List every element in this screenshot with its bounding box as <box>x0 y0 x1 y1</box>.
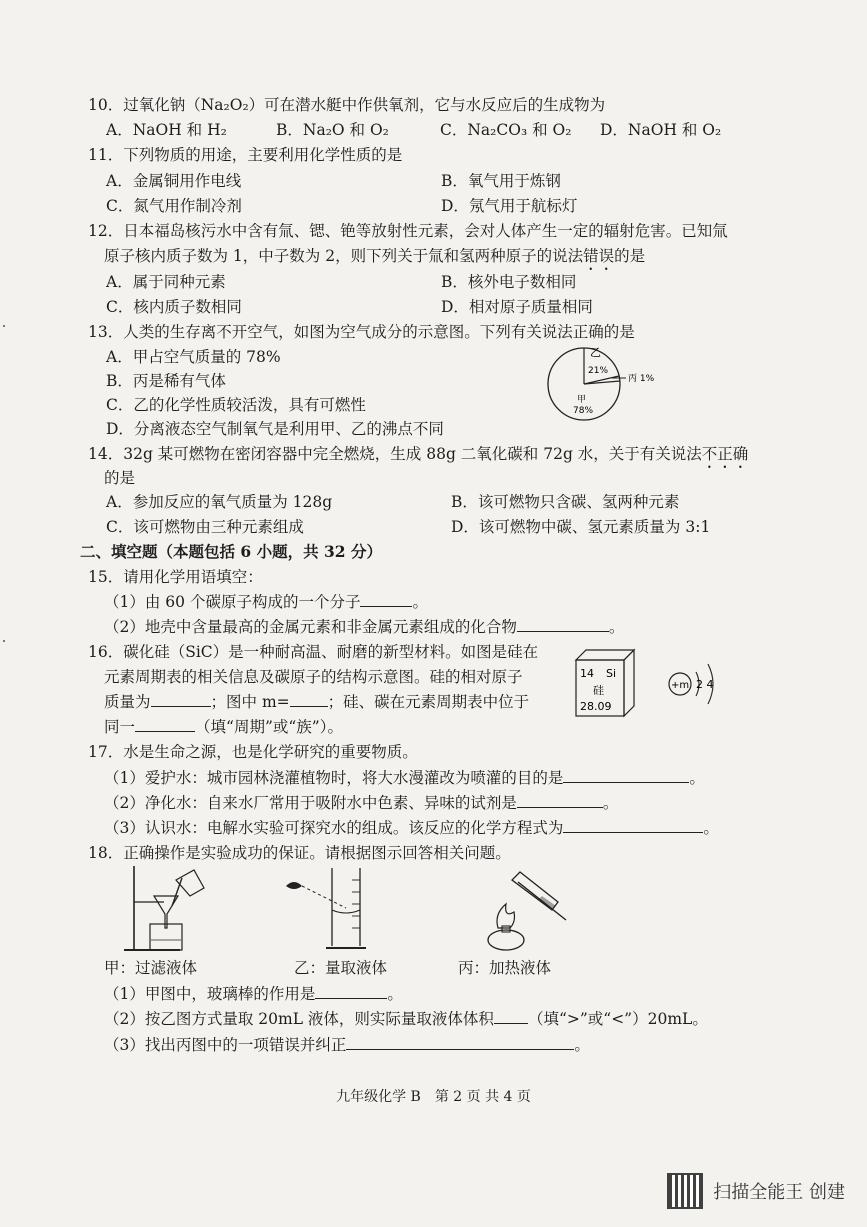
q17-stem: 17．水是生命之源，也是化学研究的重要物质。 <box>88 743 418 761</box>
q12-stem-line1: 12．日本福岛核污水中含有氚、锶、铯等放射性元素，会对人体产生一定的辐射危害。已知氚 <box>88 222 728 240</box>
q16-blank-group[interactable] <box>135 716 195 732</box>
q14-option-c: C．该可燃物由三种元素组成 <box>106 518 304 536</box>
q17-part3: （3）认识水：电解水实验可探究水的组成。该反应的化学方程式为 。 <box>104 819 719 837</box>
cell-atomic-number: 14 <box>580 667 594 680</box>
qr-code-icon <box>667 1173 703 1209</box>
shell-electrons: 2 4 <box>696 678 714 691</box>
q10-stem: 10．过氧化钠（Na₂O₂）可在潜水艇中作供氧剂，它与水反应后的生成物为 <box>88 96 606 114</box>
q18-caption-bing: 丙：加热液体 <box>458 959 552 977</box>
q10-option-b: B．Na₂O 和 O₂ <box>276 121 389 139</box>
q14-emphasis: 不正确 <box>701 445 749 463</box>
q16-line3: 质量为 ；图中 m= ；硅、碳在元素周期表中位于 <box>104 693 530 711</box>
margin-dot <box>3 640 5 642</box>
nucleus-charge: +m <box>671 680 690 691</box>
cell-symbol: Si <box>606 667 617 680</box>
q16-line4: 同一 （填“周期”或“族”）。 <box>104 718 343 736</box>
q18-stem: 18．正确操作是实验成功的保证。请根据图示回答相关问题。 <box>88 844 511 862</box>
cell-name: 硅 <box>593 684 604 697</box>
q15-part2: （2）地壳中含量最高的金属元素和非金属元素组成的化合物 。 <box>104 618 625 636</box>
margin-dot <box>3 325 5 327</box>
q14-option-a: A．参加反应的氧气质量为 128g <box>106 493 333 511</box>
pie-label-yi: 乙 <box>590 346 601 359</box>
q18-caption-jia: 甲：过滤液体 <box>104 959 198 977</box>
q14-stem-line2: 的是 <box>104 469 136 487</box>
q13-option-d: D．分离液态空气制氧气是利用甲、乙的沸点不同 <box>106 420 444 438</box>
q10-option-a: A．NaOH 和 H₂ <box>106 121 227 139</box>
q13-option-a: A．甲占空气质量的 78% <box>106 348 281 366</box>
q11-option-b: B．氧气用于炼钢 <box>441 172 561 190</box>
q18-blank-3[interactable] <box>346 1034 574 1050</box>
cell-side-face <box>624 650 634 716</box>
q14-option-d: D．该可燃物中碳、氢元素质量为 3:1 <box>451 518 711 536</box>
q14-stem-line1: 14．32g 某可燃物在密闭容器中完全燃烧，生成 88g 二氧化碳和 72g 水，关于有关说法不正确 <box>88 445 749 463</box>
air-composition-pie <box>540 340 680 430</box>
heating-liquid-diagram <box>476 862 586 954</box>
q17-blank-1[interactable] <box>563 767 689 783</box>
pie-label-bing: 丙 1% <box>628 374 655 384</box>
q12-option-a: A．属于同种元素 <box>106 273 226 291</box>
q18-blank-1[interactable] <box>315 983 387 999</box>
q12-option-b: B．核外电子数相同 <box>441 273 577 291</box>
flame <box>497 904 515 928</box>
q13-option-b: B．丙是稀有气体 <box>106 372 226 390</box>
q15-blank-1[interactable] <box>360 591 412 607</box>
q16-blank-m[interactable] <box>290 691 328 707</box>
eye-icon <box>286 882 302 889</box>
q13-option-c: C．乙的化学性质较活泼，具有可燃性 <box>106 396 366 414</box>
q12-emphasis: 错误 <box>583 247 615 265</box>
pie-label-jia: 甲 <box>577 395 587 405</box>
liquid-meniscus <box>332 910 360 913</box>
sight-line <box>302 886 346 908</box>
q18-caption-yi: 乙：量取液体 <box>294 959 388 977</box>
q17-blank-3[interactable] <box>563 817 703 833</box>
q11-option-d: D．氖气用于航标灯 <box>441 197 578 215</box>
page-footer: 九年级化学 B 第 2 页 共 4 页 <box>336 1089 531 1105</box>
q18-part3: （3）找出丙图中的一项错误并纠正 。 <box>104 1036 590 1054</box>
carbon-atom-diagram <box>660 654 728 714</box>
scanner-text: 扫描全能王 创建 <box>713 1182 845 1203</box>
q15-stem: 15．请用化学用语填空： <box>88 568 263 586</box>
q17-part2: （2）净化水：自来水厂常用于吸附水中色素、异味的试剂是 。 <box>104 794 619 812</box>
q12-option-c: C．核内质子数相同 <box>106 298 242 316</box>
cell-mass: 28.09 <box>580 700 612 713</box>
q16-blank-mass[interactable] <box>151 691 211 707</box>
q12-stem-line2: 原子核内质子数为 1，中子数为 2，则下列关于氚和氢两种原子的说法错误的是 <box>104 247 646 265</box>
q18-blank-2[interactable] <box>494 1008 528 1024</box>
q11-stem: 11．下列物质的用途，主要利用化学性质的是 <box>88 146 403 164</box>
scanner-watermark <box>667 1173 845 1209</box>
q12-option-d: D．相对原子质量相同 <box>441 298 593 316</box>
q13-stem: 13．人类的生存离不开空气，如图为空气成分的示意图。下列有关说法正确的是 <box>88 323 635 341</box>
q11-option-c: C．氮气用作制冷剂 <box>106 197 242 215</box>
q11-option-a: A．金属铜用作电线 <box>106 172 242 190</box>
q16-line2: 元素周期表的相关信息及碳原子的结构示意图。硅的相对原子 <box>104 668 523 686</box>
q15-part1: （1）由 60 个碳原子构成的一个分子 。 <box>104 593 428 611</box>
pie-label-jia-pct: 78% <box>573 406 594 416</box>
alcohol-lamp <box>488 930 524 950</box>
silicon-element-cell <box>572 648 638 718</box>
lamp-neck <box>502 926 510 932</box>
q10-option-c: C．Na₂CO₃ 和 O₂ <box>440 121 572 139</box>
pie-label-yi-pct: 21% <box>588 366 609 376</box>
q17-part1: （1）爱护水：城市园林浇灌植物时，将大水漫灌改为喷灌的目的是 。 <box>104 769 705 787</box>
q18-part1: （1）甲图中，玻璃棒的作用是 。 <box>104 985 403 1003</box>
section-2-heading: 二、填空题（本题包括 6 小题，共 32 分） <box>80 542 382 561</box>
measuring-cylinder-diagram <box>278 862 378 954</box>
glass-rod <box>172 878 182 906</box>
cylinder-graduations <box>352 880 360 928</box>
test-tube-holder <box>518 882 566 920</box>
q16-line1: 16．碳化硅（SiC）是一种耐高温、耐磨的新型材料。如图是硅在 <box>88 643 539 661</box>
q17-blank-2[interactable] <box>517 792 603 808</box>
q18-part2: （2）按乙图方式量取 20mL 液体，则实际量取液体体积 （填“>”或“<”）20mL。 <box>104 1010 708 1028</box>
q10-option-d: D．NaOH 和 O₂ <box>600 121 722 139</box>
filtration-apparatus <box>120 862 210 954</box>
q15-blank-2[interactable] <box>517 616 609 632</box>
q14-option-b: B．该可燃物只含碳、氢两种元素 <box>451 493 680 511</box>
